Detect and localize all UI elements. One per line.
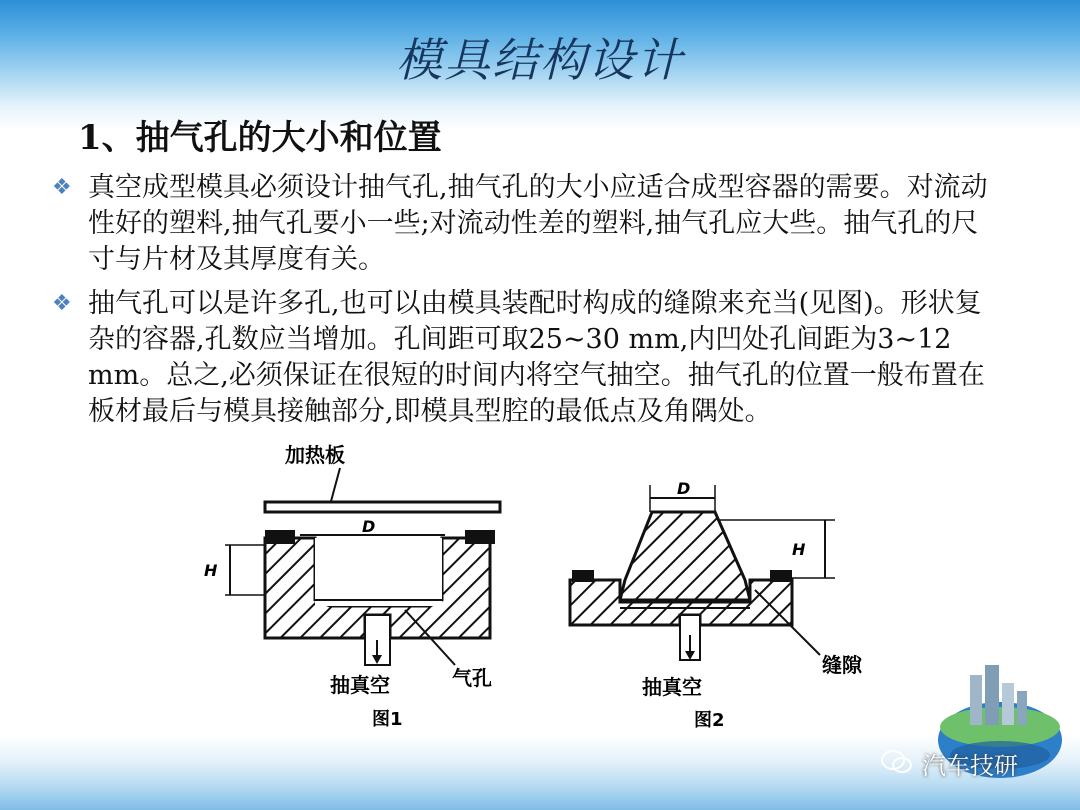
gap-label: 缝隙	[822, 653, 862, 677]
vacuum-label: 抽真空	[330, 673, 390, 697]
wechat-icon	[880, 748, 914, 776]
core-body	[620, 512, 750, 600]
bullet-item	[52, 286, 1002, 430]
slide-title: 模具结构设计	[396, 33, 684, 87]
figure-caption: 图1	[372, 709, 403, 730]
diamond-bullet-icon: ❖	[52, 175, 72, 200]
dimension-d-label: D	[677, 479, 691, 498]
bullet-item	[52, 170, 1002, 278]
heater-plate	[265, 502, 500, 512]
vacuum-label: 抽真空	[642, 675, 702, 699]
watermark-text: 汽车技研	[922, 752, 1018, 780]
dimension-h-label: H	[792, 540, 806, 559]
bullet-text: 抽气孔可以是许多孔,也可以由模具装配时构成的缝隙来充当(见图)。形状复杂的容器,孔数应当增加。孔间距可取25~30 mm,内凹处孔间距为3~12 mm。总之,必须保证在很短的时间内将空气抽空。抽气孔的位置一般布置在板材最后与模具接触部分,即模具型腔的最低点及角隅处。	[88, 288, 985, 427]
figure-2	[570, 479, 863, 731]
dimension-h-label: H	[204, 561, 218, 580]
air-hole-label: 气孔	[452, 666, 492, 690]
figure-caption: 图2	[694, 710, 725, 731]
dimension-d-label: D	[362, 517, 376, 536]
mold-diagrams	[180, 440, 900, 740]
heater-label: 加热板	[285, 443, 345, 467]
figure-1	[204, 443, 500, 730]
bullet-text: 真空成型模具必须设计抽气孔,抽气孔的大小应适合成型容器的需要。对流动性好的塑料,抽气孔要小一些;对流动性差的塑料,抽气孔应大些。抽气孔的尺寸与片材及其厚度有关。	[88, 172, 988, 275]
section-heading: 1、抽气孔的大小和位置	[78, 118, 442, 158]
diamond-bullet-icon: ❖	[52, 291, 72, 316]
